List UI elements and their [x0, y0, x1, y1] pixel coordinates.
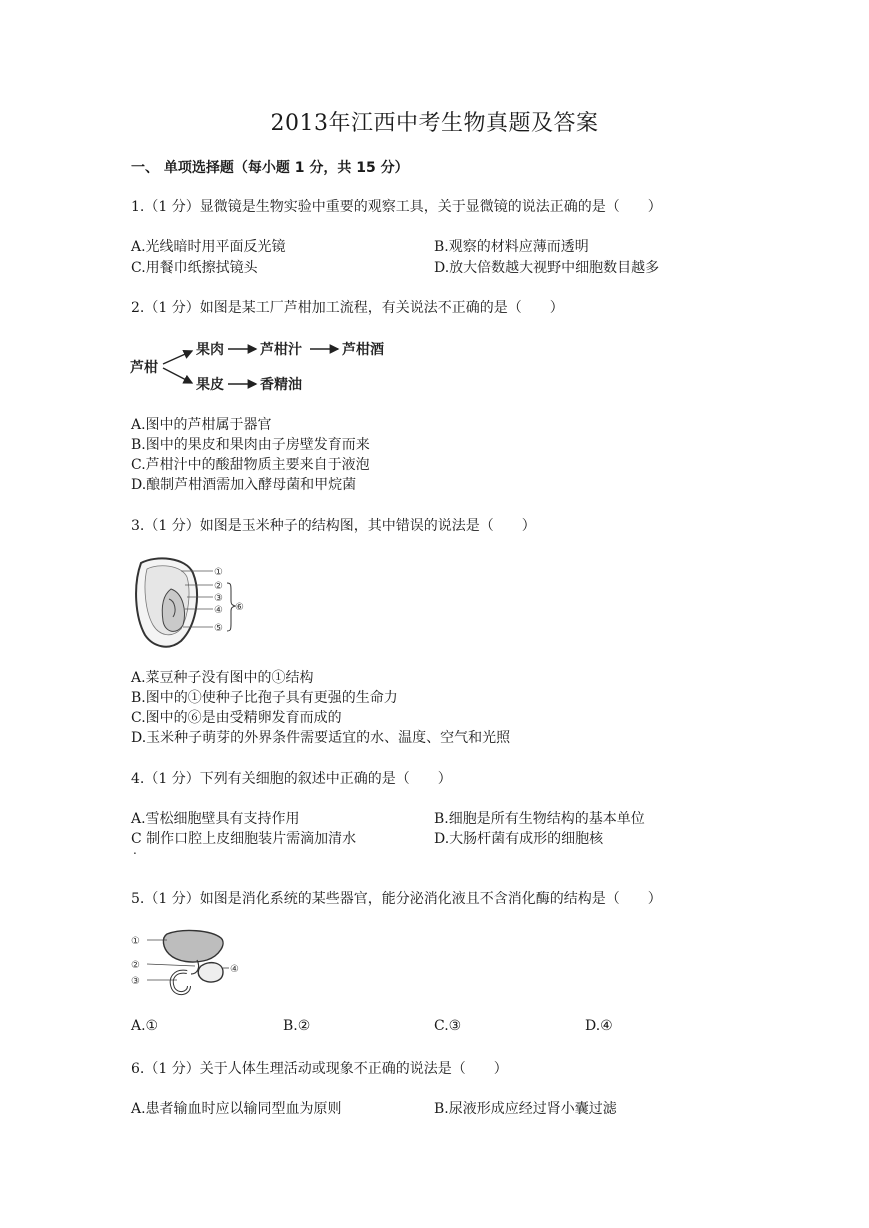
question-3-option-a: A.菜豆种子没有图中的①结构 [131, 670, 314, 686]
question-2-option-d: D.酿制芦柑酒需加入酵母菌和甲烷菌 [131, 477, 357, 493]
question-2-option-b: B.图中的果皮和果肉由子房壁发育而来 [131, 437, 370, 453]
question-1-option-d: D.放大倍数越大视野中细胞数目越多 [434, 260, 660, 276]
organ-label-3: ③ [131, 976, 140, 987]
question-3-stem: 3.（1 分）如图是玉米种子的结构图，其中错误的说法是（ ） [131, 518, 536, 534]
question-5-option-c: C.③ [434, 1018, 462, 1034]
seed-label-2: ② [214, 581, 223, 592]
digestive-organs-diagram [131, 926, 246, 996]
question-6-option-b: B.尿液形成应经过肾小囊过滤 [434, 1101, 617, 1117]
question-1-option-b: B.观察的材料应薄而透明 [434, 239, 589, 255]
corn-seed-diagram [131, 555, 251, 655]
seed-label-4: ④ [214, 605, 223, 616]
question-4-option-d: D.大肠杆菌有成形的细胞核 [434, 831, 604, 847]
diagram-branch1-label: 果肉 [196, 342, 224, 358]
section-heading: 一、 单项选择题（每小题 1 分，共 15 分） [131, 160, 409, 176]
question-5-stem: 5.（1 分）如图是消化系统的某些器官，能分泌消化液且不含消化酶的结构是（ ） [131, 891, 662, 907]
question-4-stem: 4.（1 分）下列有关细胞的叙述中正确的是（ ） [131, 771, 452, 787]
question-6-option-a: A.患者输血时应以输同型血为原则 [131, 1101, 342, 1117]
question-2-option-a: A.图中的芦柑属于器官 [131, 417, 272, 433]
organ-label-1: ① [131, 936, 140, 947]
diagram-branch1-step2-label: 芦柑汁 [260, 342, 302, 358]
question-2-stem: 2.（1 分）如图是某工厂芦柑加工流程，有关说法不正确的是（ ） [131, 300, 564, 316]
question-1-option-c: C.用餐巾纸擦拭镜头 [131, 260, 258, 276]
question-4-option-b: B.细胞是所有生物结构的基本单位 [434, 811, 645, 827]
question-5-option-b: B.② [283, 1018, 311, 1034]
diagram-branch1-step3-label: 芦柑酒 [342, 342, 384, 358]
seed-label-5: ⑤ [214, 623, 223, 634]
seed-label-1: ① [214, 567, 223, 578]
question-1-option-a: A.光线暗时用平面反光镜 [131, 239, 286, 255]
question-4-option-a: A.雪松细胞壁具有支持作用 [131, 811, 300, 827]
diagram-root-label: 芦柑 [130, 360, 158, 376]
question-4-option-c: C 制作口腔上皮细胞装片需滴加清水 [131, 831, 357, 847]
question-1-stem: 1.（1 分）显微镜是生物实验中重要的观察工具，关于显微镜的说法正确的是（ ） [131, 199, 662, 215]
question-4-stray-dot: . [133, 843, 137, 857]
organ-label-4: ④ [230, 964, 239, 975]
citrus-process-diagram [130, 336, 390, 406]
diagram-branch2-label: 果皮 [196, 377, 224, 393]
seed-label-3: ③ [214, 593, 223, 604]
question-3-option-d: D.玉米种子萌芽的外界条件需要适宜的水、温度、空气和光照 [131, 730, 511, 746]
document-title: 2013年江西中考生物真题及答案 [270, 111, 599, 136]
question-3-option-b: B.图中的①使种子比孢子具有更强的生命力 [131, 690, 398, 706]
question-3-option-c: C.图中的⑥是由受精卵发育而成的 [131, 710, 342, 726]
question-2-option-c: C.芦柑汁中的酸甜物质主要来自于液泡 [131, 457, 370, 473]
seed-label-6: ⑥ [235, 602, 244, 613]
question-6-stem: 6.（1 分）关于人体生理活动或现象不正确的说法是（ ） [131, 1061, 508, 1077]
question-5-option-a: A.① [131, 1018, 159, 1034]
question-5-option-d: D.④ [585, 1018, 613, 1034]
organ-label-2: ② [131, 960, 140, 971]
diagram-branch2-step2-label: 香精油 [260, 377, 302, 393]
